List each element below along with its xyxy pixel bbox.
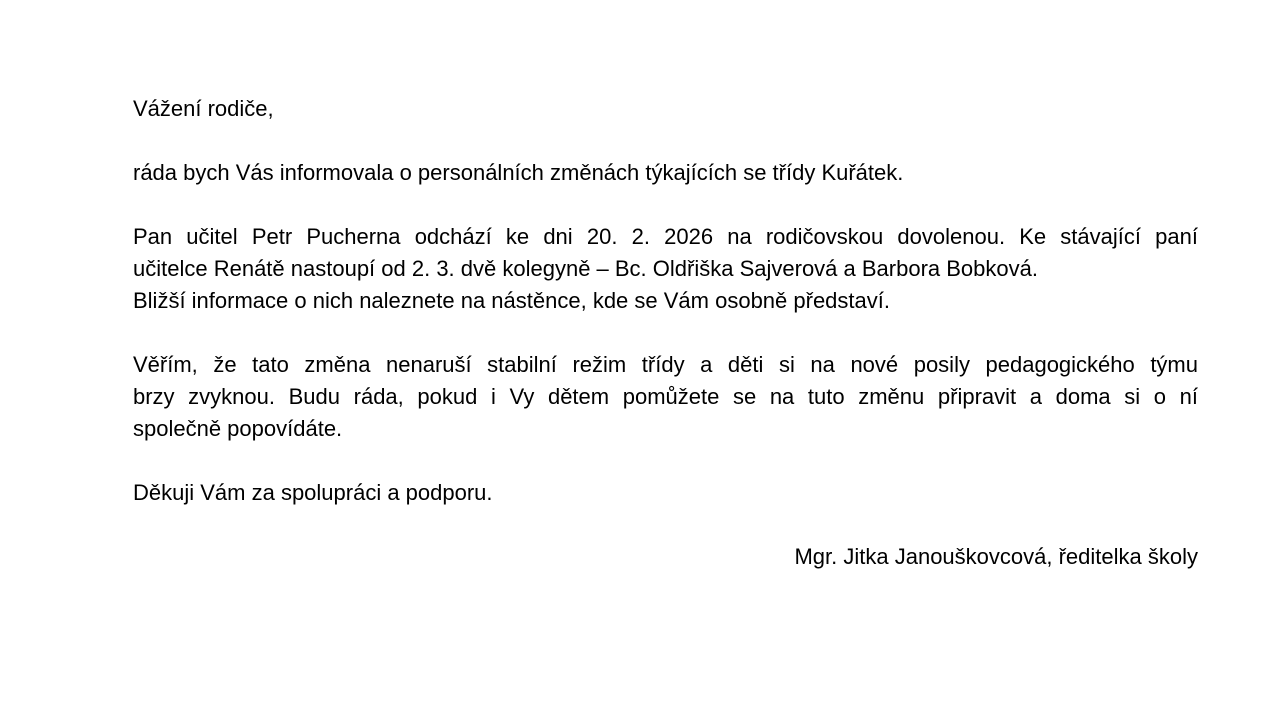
staff-change-line-2: učitelce Renátě nastoupí od 2. 3. dvě kolegyně – Bc. Oldřiška Sajverová a Barbora Bobková.: [133, 256, 1038, 281]
closing-line: Děkuji Vám za spolupráci a podporu.: [133, 480, 493, 505]
staff-change-paragraph: [133, 221, 1198, 317]
belief-line-2: brzy zvyknou. Budu ráda, pokud i Vy dětem pomůžete se na tuto změnu připravit a doma si o ní: [133, 384, 1198, 409]
belief-line-3: společně popovídáte.: [133, 416, 343, 441]
letter-body: [133, 93, 1198, 573]
staff-change-line-3: Bližší informace o nich naleznete na nástěnce, kde se Vám osobně představí.: [133, 288, 890, 313]
staff-change-line-1: Pan učitel Petr Pucherna odchází ke dni 20. 2. 2026 na rodičovskou dovolenou. Ke stávající paní: [133, 224, 1198, 249]
intro-paragraph: ráda bych Vás informovala o personálních změnách týkajících se třídy Kuřátek.: [133, 160, 904, 185]
belief-line-1: Věřím, že tato změna nenaruší stabilní režim třídy a děti si na nové posily pedagogického týmu: [133, 352, 1198, 377]
greeting: Vážení rodiče,: [133, 96, 274, 121]
signature: Mgr. Jitka Janouškovcová, ředitelka školy: [794, 544, 1198, 569]
belief-paragraph: [133, 349, 1198, 445]
